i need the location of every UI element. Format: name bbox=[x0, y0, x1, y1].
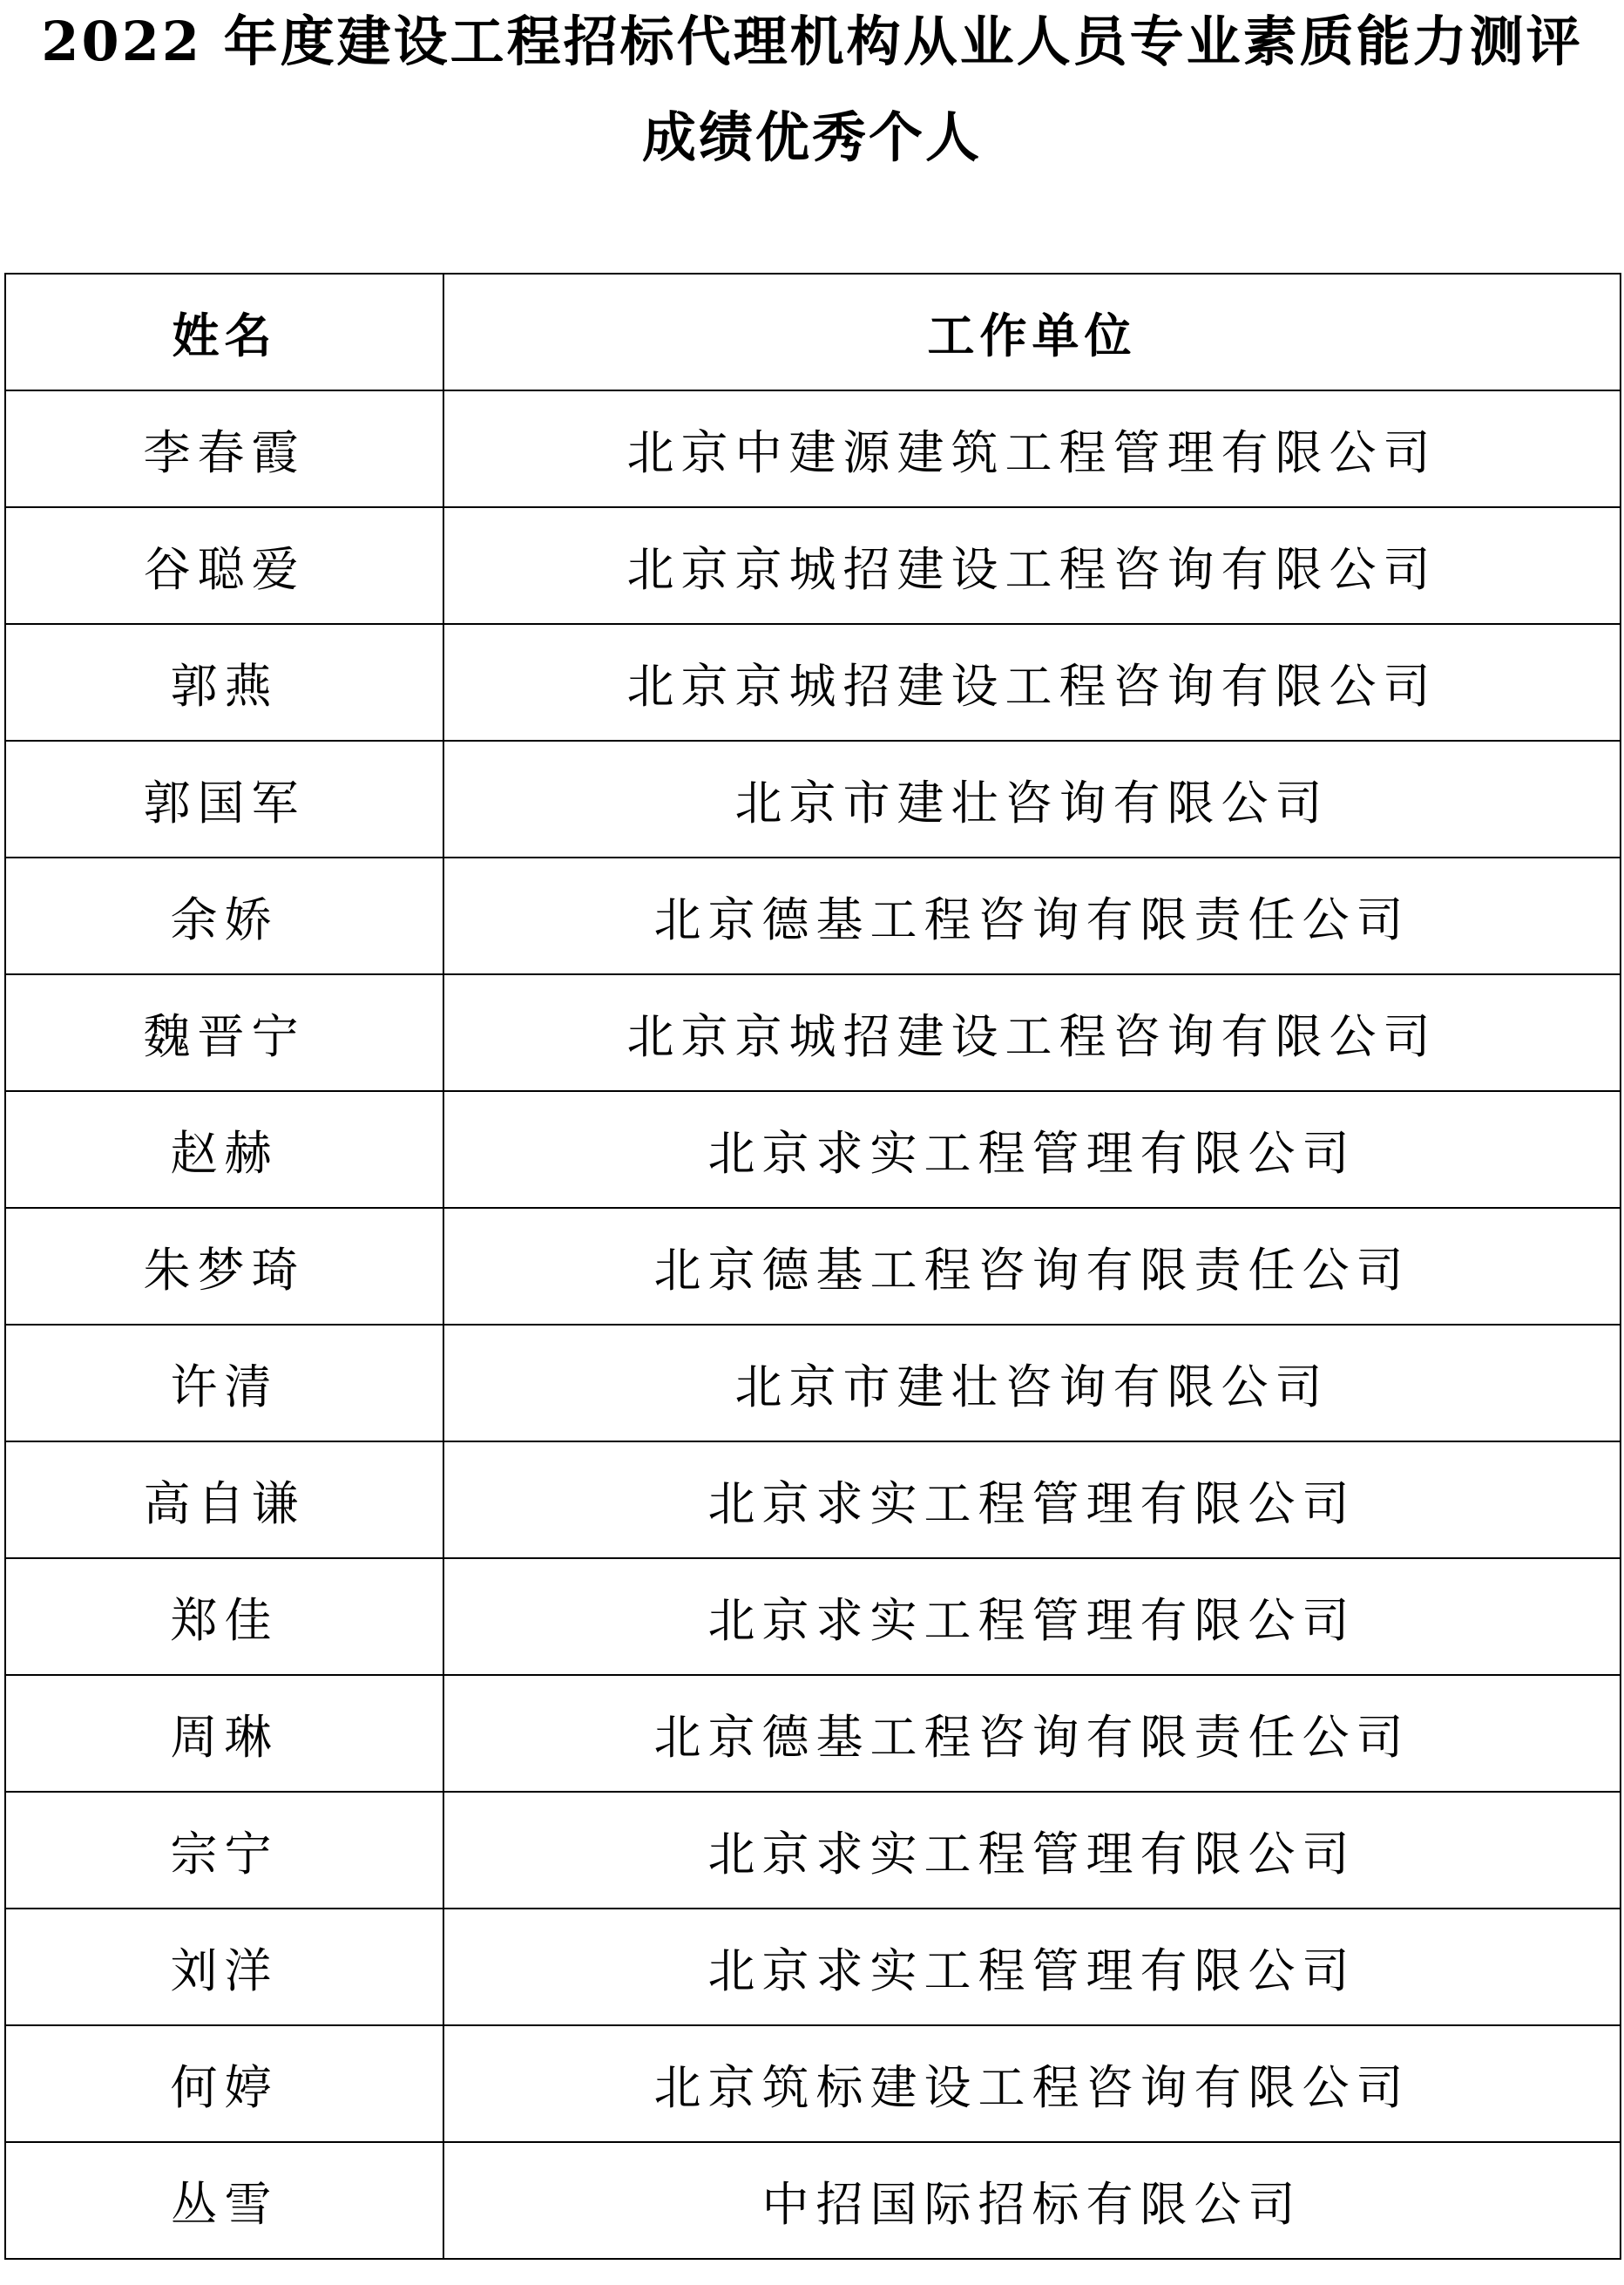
document-subtitle: 成绩优秀个人 bbox=[641, 105, 982, 169]
organization-cell: 北京德基工程咨询有限责任公司 bbox=[443, 1208, 1621, 1325]
table-row bbox=[5, 974, 1621, 1091]
organization-cell: 北京筑标建设工程咨询有限公司 bbox=[443, 2025, 1621, 2142]
person-name-cell: 郑佳 bbox=[5, 1558, 443, 1675]
person-name-cell: 魏晋宁 bbox=[5, 974, 443, 1091]
organization-column-header: 工作单位 bbox=[443, 274, 1621, 390]
table-row bbox=[5, 858, 1621, 974]
organization-cell: 北京京城招建设工程咨询有限公司 bbox=[443, 974, 1621, 1091]
honor-roll-table bbox=[4, 273, 1621, 2260]
organization-cell: 中招国际招标有限公司 bbox=[443, 2142, 1621, 2259]
table-row bbox=[5, 2142, 1621, 2259]
table-row bbox=[5, 624, 1621, 741]
table-row bbox=[5, 1325, 1621, 1441]
organization-cell: 北京市建壮咨询有限公司 bbox=[443, 741, 1621, 858]
organization-cell: 北京求实工程管理有限公司 bbox=[443, 1909, 1621, 2025]
organization-cell: 北京求实工程管理有限公司 bbox=[443, 1091, 1621, 1208]
person-name-cell: 赵赫 bbox=[5, 1091, 443, 1208]
table-row bbox=[5, 2025, 1621, 2142]
person-name-cell: 许清 bbox=[5, 1325, 443, 1441]
person-name-cell: 谷聪爱 bbox=[5, 507, 443, 624]
table-row bbox=[5, 1441, 1621, 1558]
person-name-cell: 何婷 bbox=[5, 2025, 443, 2142]
table-header-row bbox=[5, 274, 1621, 390]
person-name-cell: 余娇 bbox=[5, 858, 443, 974]
person-name-cell: 周琳 bbox=[5, 1675, 443, 1792]
organization-cell: 北京求实工程管理有限公司 bbox=[443, 1558, 1621, 1675]
person-name-cell: 李春霞 bbox=[5, 390, 443, 507]
table-row bbox=[5, 1675, 1621, 1792]
person-name-cell: 朱梦琦 bbox=[5, 1208, 443, 1325]
table-row bbox=[5, 1909, 1621, 2025]
organization-cell: 北京德基工程咨询有限责任公司 bbox=[443, 858, 1621, 974]
person-name-cell: 高自谦 bbox=[5, 1441, 443, 1558]
person-name-cell: 郭国军 bbox=[5, 741, 443, 858]
table-row bbox=[5, 1792, 1621, 1909]
organization-cell: 北京中建源建筑工程管理有限公司 bbox=[443, 390, 1621, 507]
person-name-cell: 丛雪 bbox=[5, 2142, 443, 2259]
organization-cell: 北京市建壮咨询有限公司 bbox=[443, 1325, 1621, 1441]
name-column-header: 姓名 bbox=[5, 274, 443, 390]
organization-cell: 北京德基工程咨询有限责任公司 bbox=[443, 1675, 1621, 1792]
organization-cell: 北京求实工程管理有限公司 bbox=[443, 1441, 1621, 1558]
organization-cell: 北京京城招建设工程咨询有限公司 bbox=[443, 624, 1621, 741]
person-name-cell: 刘洋 bbox=[5, 1909, 443, 2025]
organization-cell: 北京求实工程管理有限公司 bbox=[443, 1792, 1621, 1909]
document-title: 2022 年度建设工程招标代理机构从业人员专业素质能力测评 bbox=[41, 10, 1583, 73]
organization-cell: 北京京城招建设工程咨询有限公司 bbox=[443, 507, 1621, 624]
table-row bbox=[5, 507, 1621, 624]
person-name-cell: 郭燕 bbox=[5, 624, 443, 741]
table-row bbox=[5, 1208, 1621, 1325]
table-row bbox=[5, 390, 1621, 507]
person-name-cell: 宗宁 bbox=[5, 1792, 443, 1909]
table-row bbox=[5, 1091, 1621, 1208]
table-row bbox=[5, 1558, 1621, 1675]
table-row bbox=[5, 741, 1621, 858]
